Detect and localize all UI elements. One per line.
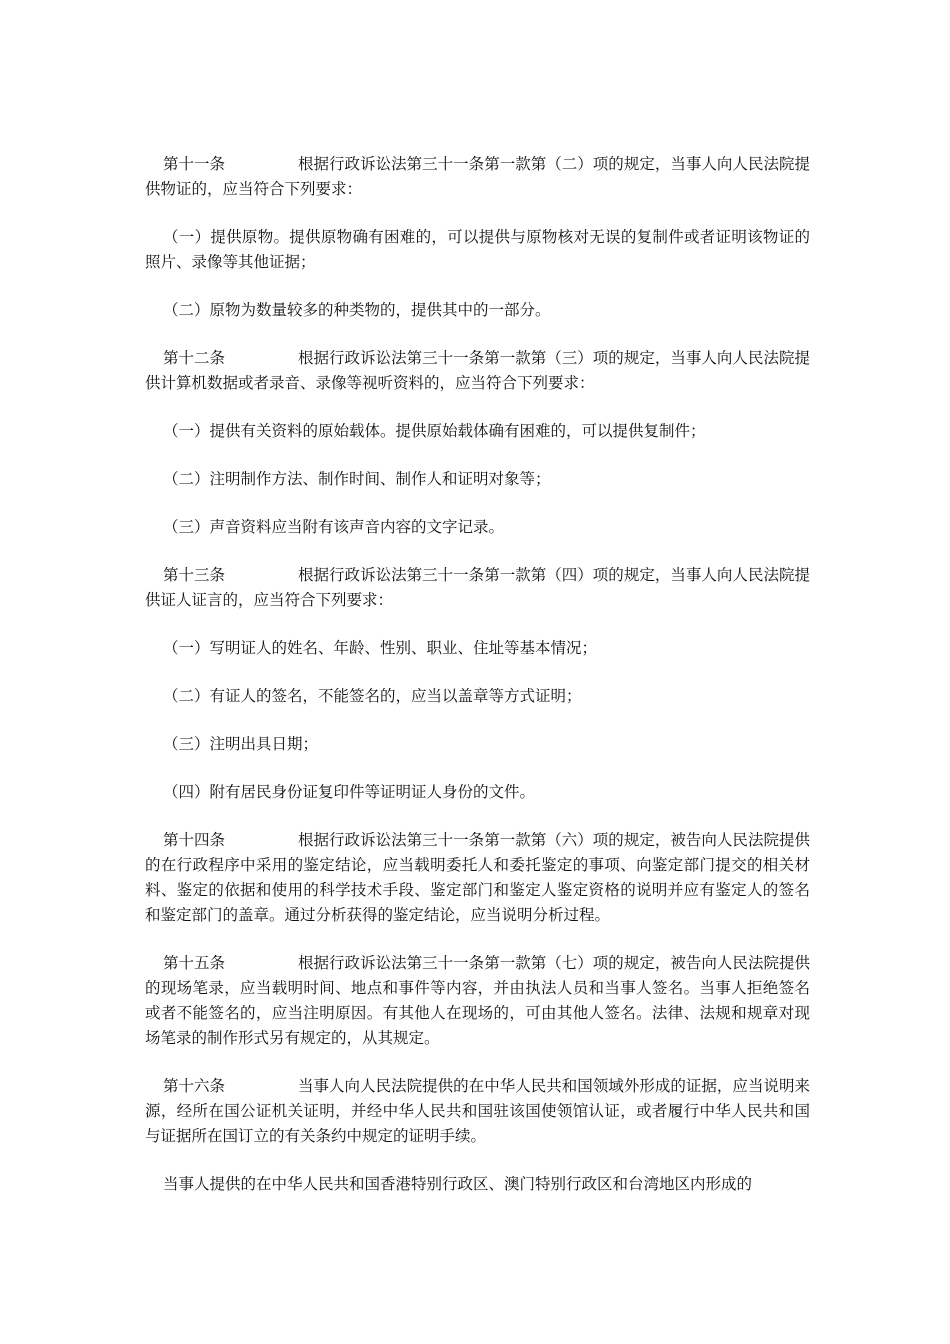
article-paragraph [145,828,810,928]
list-item: （四）附有居民身份证复印件等证明证人身份的文件。 [163,783,536,801]
list-item: （二）注明制作方法、制作时间、制作人和证明对象等； [163,470,551,488]
article-text: 根据行政诉讼法第三十一条第一款第（六）项的规定，被告向人民法院提供的在行政程序中采用的鉴定结论，应当载明委托人和委托鉴定的事项、向鉴定部门提交的相关材料、鉴定的依据和使用的科学技术手段、鉴定部门和鉴定人鉴定资格的说明并应有鉴定人的签名和鉴定部门的盖章。通过分析获得的鉴定结论，应当说明分析过程。 [145,831,810,924]
article-paragraph [145,152,810,202]
article-paragraph [145,951,810,1051]
article-paragraph [145,1074,810,1149]
article-number: 第十一条 [163,155,226,173]
article-number: 第十四条 [163,831,226,849]
list-item: （二）原物为数量较多的种类物的，提供其中的一部分。 [163,301,551,319]
list-item: （三）注明出具日期； [163,735,319,753]
article-number: 第十五条 [163,954,226,972]
article-number: 第十六条 [163,1077,226,1095]
article-text: 当事人向人民法院提供的在中华人民共和国领域外形成的证据，应当说明来源，经所在国公证机关证明，并经中华人民共和国驻该国使领馆认证，或者履行中华人民共和国与证据所在国订立的有关条约中规定的证明手续。 [145,1077,810,1145]
list-item: （一）提供有关资料的原始载体。提供原始载体确有困难的，可以提供复制件； [163,422,706,440]
article-text: 根据行政诉讼法第三十一条第一款第（四）项的规定，当事人向人民法院提供证人证言的，应当符合下列要求： [145,566,810,609]
article-text: 根据行政诉讼法第三十一条第一款第（三）项的规定，当事人向人民法院提供计算机数据或者录音、录像等视听资料的，应当符合下列要求： [145,349,810,392]
article-text: 根据行政诉讼法第三十一条第一款第（二）项的规定，当事人向人民法院提供物证的，应当符合下列要求： [145,155,810,198]
document-body [145,152,810,1220]
list-item: （二）有证人的签名，不能签名的，应当以盖章等方式证明； [163,687,582,705]
list-item: （一）提供原物。提供原物确有困难的，可以提供与原物核对无误的复制件或者证明该物证的照片、录像等其他证据； [145,228,810,271]
list-item: （三）声音资料应当附有该声音内容的文字记录。 [163,518,505,536]
list-item: （一）写明证人的姓名、年龄、性别、职业、住址等基本情况； [163,639,598,657]
article-number: 第十二条 [163,349,226,367]
body-paragraph: 当事人提供的在中华人民共和国香港特别行政区、澳门特别行政区和台湾地区内形成的 [163,1175,753,1193]
article-number: 第十三条 [163,566,226,584]
article-paragraph [145,346,810,396]
article-paragraph [145,563,810,613]
article-text: 根据行政诉讼法第三十一条第一款第（七）项的规定，被告向人民法院提供的现场笔录，应当载明时间、地点和事件等内容，并由执法人员和当事人签名。当事人拒绝签名或者不能签名的，应当注明原因。有其他人在现场的，可由其他人签名。法律、法规和规章对现场笔录的制作形式另有规定的，从其规定。 [145,954,810,1047]
